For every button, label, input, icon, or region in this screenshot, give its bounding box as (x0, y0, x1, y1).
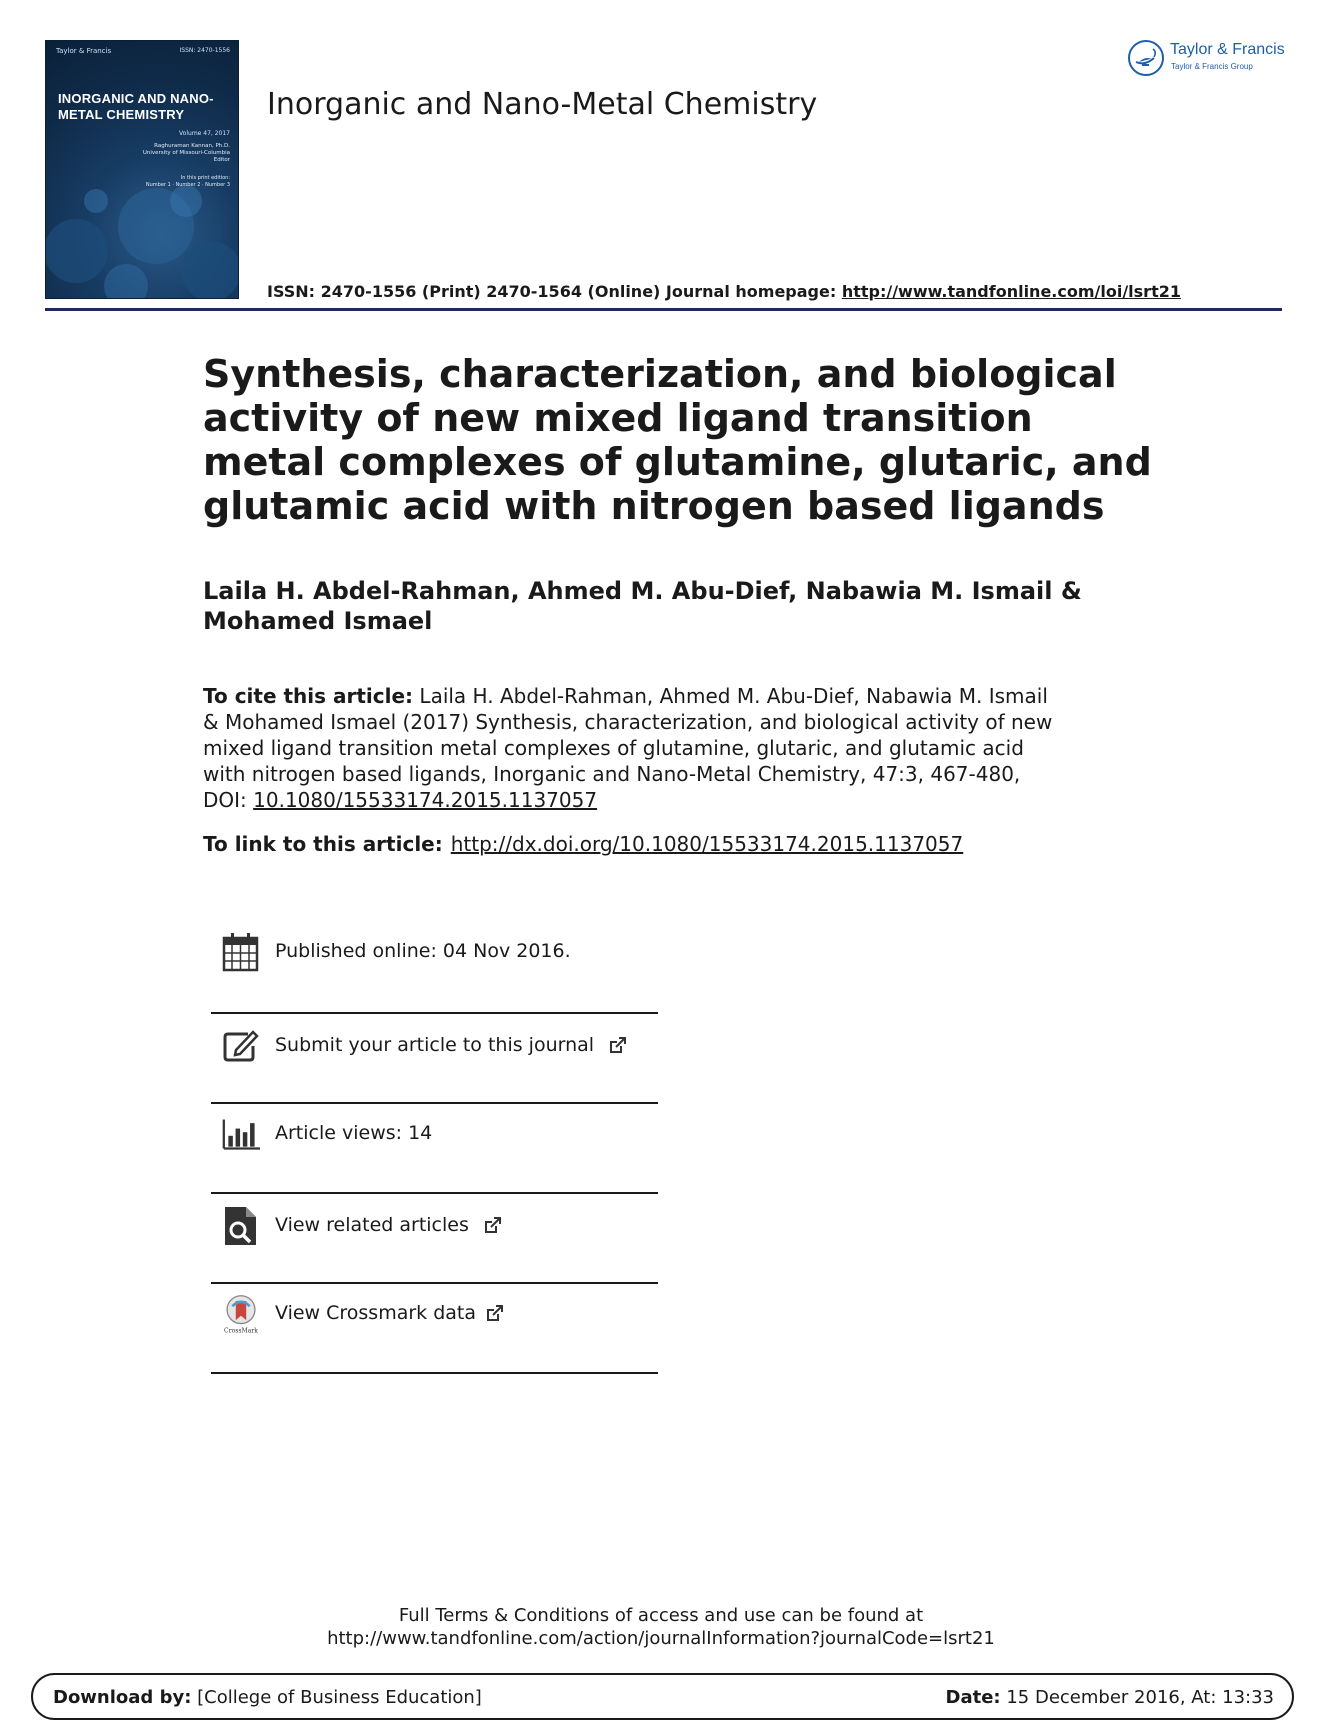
citation-text: Laila H. Abdel-Rahman, Ahmed M. Abu-Dief, Nabawia M. Ismail & Mohamed Ismael (2017) Synthesis, characterization, and biological activity of new mixed ligand transition metal complexes of glutamine, glutaric, and glutamic acid with nitrogen based ligands, Inorganic and Nano-Metal Chemistry, 47:3, 467-480, DOI: (203, 684, 1053, 812)
edit-icon (222, 1026, 260, 1066)
article-authors: Laila H. Abdel-Rahman, Ahmed M. Abu-Dief, Nabawia M. Ismail & Mohamed Ismael (203, 577, 1082, 635)
crossmark-link[interactable] (275, 1302, 504, 1324)
external-link-icon (608, 1036, 627, 1055)
calendar-icon (222, 932, 260, 972)
article-views-row (222, 1114, 662, 1158)
info-divider (211, 1282, 658, 1284)
info-divider (211, 1372, 658, 1374)
cover-editor-affiliation: University of Missouri-Columbia (142, 150, 230, 156)
taylor-francis-logo[interactable] (1128, 38, 1288, 78)
cover-publisher: Taylor & Francis (56, 47, 112, 55)
tf-logo-icon (1128, 40, 1164, 76)
related-articles-text: View related articles (275, 1214, 469, 1236)
download-date-label: Date: (945, 1687, 1001, 1708)
article-link-line (203, 831, 1103, 857)
terms-line: Full Terms & Conditions of access and use can be found at (398, 1605, 924, 1626)
terms-notice (0, 1604, 1322, 1650)
download-date (946, 1687, 1274, 1708)
cover-print-edition (110, 175, 230, 188)
related-articles-link[interactable] (275, 1214, 502, 1236)
issn-text: ISSN: 2470-1556 (Print) 2470-1564 (Online) Journal homepage: (267, 282, 842, 301)
related-articles-row[interactable] (222, 1206, 662, 1250)
submit-article-row[interactable] (222, 1026, 662, 1070)
journal-name: Inorganic and Nano-Metal Chemistry (267, 87, 818, 122)
cover-volume: Volume 47, 2017 (179, 130, 230, 137)
issn-line (267, 282, 1181, 301)
external-link-icon (483, 1216, 502, 1235)
crossmark-text: View Crossmark data (275, 1302, 477, 1324)
published-online-row (222, 932, 662, 976)
lamp-icon (1130, 42, 1161, 73)
cover-issn: ISSN: 2470-1556 (179, 47, 230, 54)
terms-url[interactable]: http://www.tandfonline.com/action/journalInformation?journalCode=lsrt21 (327, 1628, 995, 1649)
document-search-icon (222, 1206, 260, 1246)
tf-logo-subtitle: Taylor & Francis Group (1171, 62, 1253, 71)
cover-print-numbers: Number 1 · Number 2 · Number 3 (145, 181, 230, 188)
journal-cover-image (45, 40, 239, 299)
citation-label: To cite this article: (203, 684, 414, 708)
article-doi-link[interactable]: http://dx.doi.org/10.1080/15533174.2015.1137057 (450, 832, 964, 856)
download-by (53, 1687, 482, 1708)
cover-editor-role: Editor (213, 157, 230, 163)
download-by-label: Download by: (53, 1687, 192, 1708)
download-info-bar (31, 1673, 1294, 1720)
download-date-value: 15 December 2016, At: 13:33 (1000, 1687, 1274, 1708)
info-divider (211, 1012, 658, 1014)
header-divider (45, 308, 1282, 311)
bar-chart-icon (222, 1114, 260, 1154)
article-title: Synthesis, characterization, and biological activity of new mixed ligand transition metal complexes of glutamine, glutaric, and glutamic acid with nitrogen based ligands (203, 352, 1152, 528)
citation-doi-link[interactable]: 10.1080/15533174.2015.1137057 (253, 788, 598, 812)
article-views-text: Article views: 14 (275, 1122, 433, 1144)
published-online-text: Published online: 04 Nov 2016. (275, 940, 571, 962)
info-divider (211, 1192, 658, 1194)
crossmark-badge-text: CrossMark (224, 1327, 258, 1334)
cover-editor (90, 143, 230, 164)
tf-logo-name: Taylor & Francis (1170, 41, 1285, 58)
article-link-label: To link to this article: (203, 832, 443, 856)
citation-block (203, 683, 1063, 813)
cover-title: INORGANIC AND NANO-METAL CHEMISTRY (58, 91, 214, 122)
cover-editor-name: Raghuraman Kannan, Ph.D. (154, 143, 230, 149)
submit-article-text: Submit your article to this journal (275, 1034, 595, 1056)
submit-article-link[interactable] (275, 1034, 627, 1056)
cover-print-label: In this print edition: (180, 175, 230, 181)
download-by-value: [College of Business Education] (191, 1687, 482, 1708)
crossmark-icon (222, 1294, 260, 1334)
crossmark-row[interactable] (222, 1294, 662, 1338)
cover-bubble-art (46, 181, 239, 299)
info-divider (211, 1102, 658, 1104)
external-link-icon (485, 1304, 504, 1323)
journal-homepage-link[interactable]: http://www.tandfonline.com/loi/lsrt21 (841, 282, 1181, 301)
